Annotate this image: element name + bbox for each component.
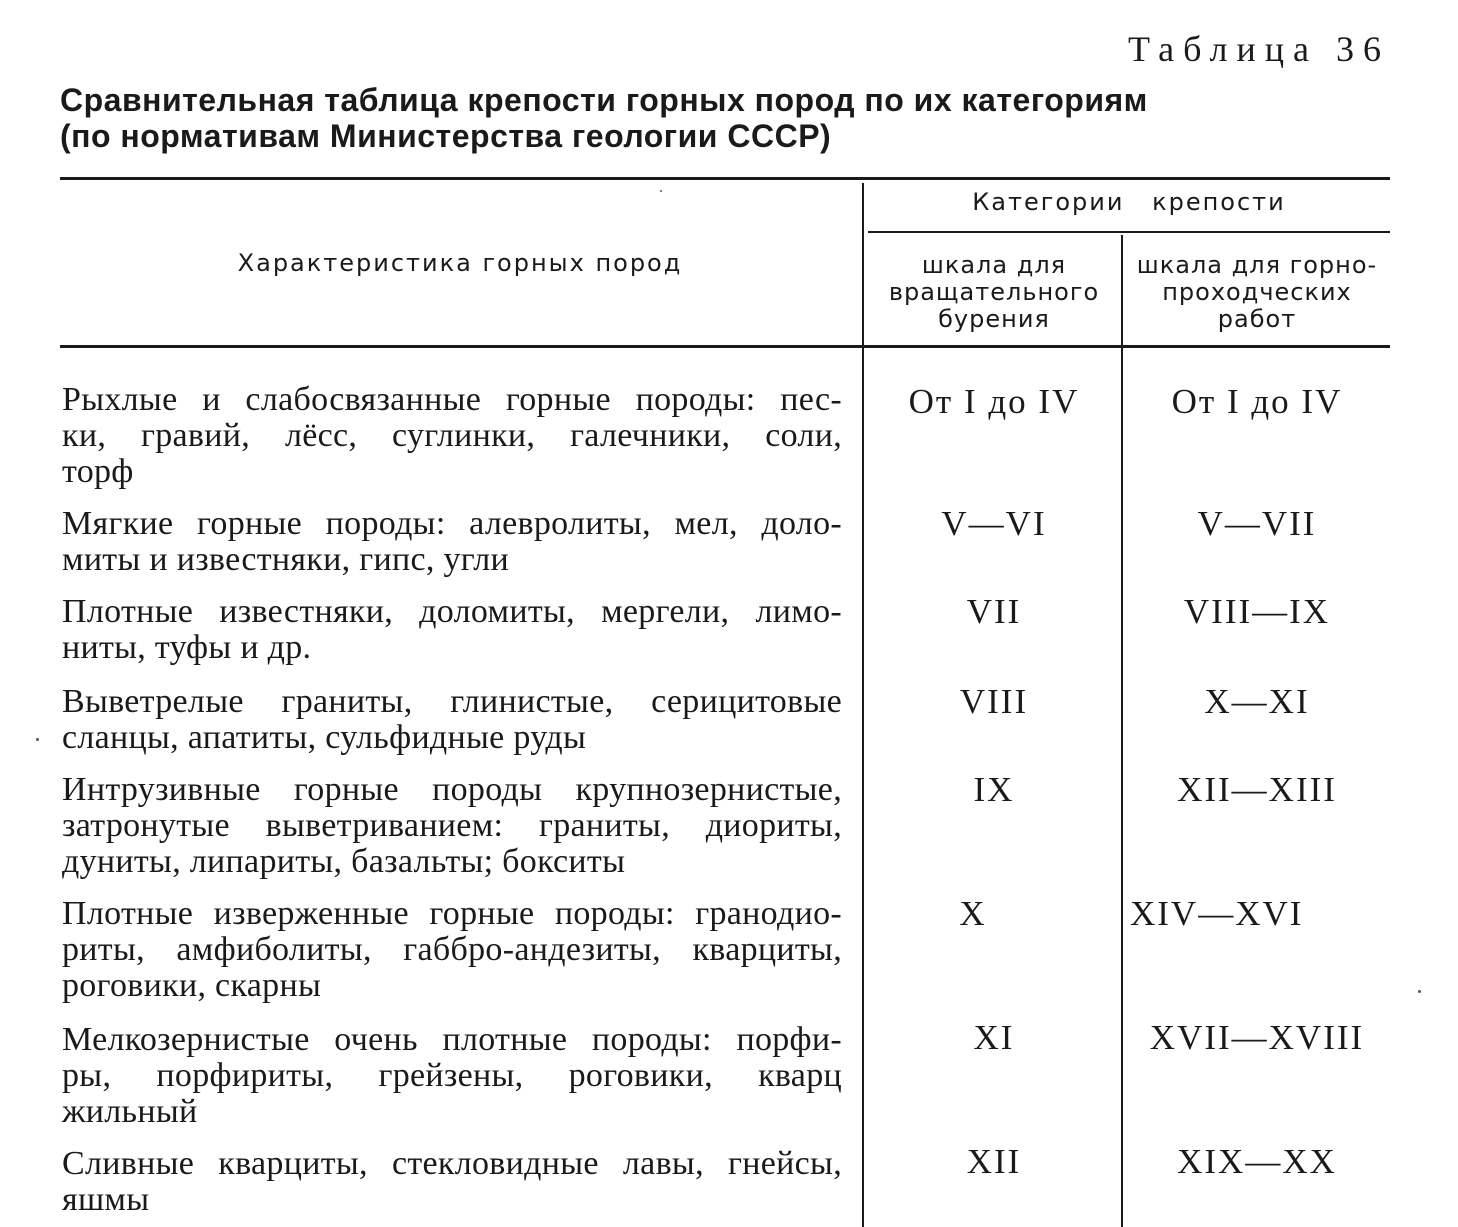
- description-line: Плотные известняки, доломиты, мергели, лимо-: [62, 593, 842, 630]
- table-caption: [60, 82, 1260, 154]
- description-line: ры, порфириты, грейзены, роговики, кварц: [62, 1057, 842, 1094]
- scan-speck: [36, 738, 39, 741]
- rotary-category: XI: [973, 1018, 1015, 1057]
- mining-category: V—VII: [1197, 504, 1317, 543]
- description-line: торф: [62, 453, 134, 490]
- categories-underline: [868, 231, 1390, 233]
- rock-description: [62, 772, 842, 880]
- rock-description: [62, 506, 842, 578]
- rock-description: [62, 896, 842, 1004]
- rock-description: [62, 684, 842, 756]
- mining-category: XVII—XVIII: [1149, 1018, 1365, 1057]
- rotary-category: X: [959, 894, 987, 933]
- mining-category: XII—XIII: [1177, 770, 1337, 809]
- description-line: миты и известняки, гипс, угли: [62, 541, 510, 578]
- mining-category: VIII—IX: [1183, 592, 1331, 631]
- header-line: работ: [1217, 305, 1297, 333]
- column-divider: [862, 183, 864, 1227]
- description-line: роговики, скарны: [62, 967, 322, 1004]
- description-line: Интрузивные горные породы крупнозернистые,: [62, 771, 842, 808]
- description-line: ниты, туфы и др.: [62, 629, 312, 666]
- scan-speck: [1418, 990, 1421, 993]
- description-line: яшмы: [62, 1181, 150, 1218]
- rotary-category: IX: [973, 770, 1015, 809]
- rotary-category: V—VI: [941, 504, 1047, 543]
- rock-description: [62, 594, 842, 666]
- description-line: сланцы, апатиты, сульфидные руды: [62, 719, 587, 756]
- caption-line: (по нормативам Министерства геологии СССР): [60, 118, 832, 154]
- description-line: риты, амфиболиты, габбро-андезиты, кварциты,: [62, 931, 842, 968]
- header-line: шкала для горно-: [1136, 251, 1378, 279]
- caption-line: Сравнительная таблица крепости горных пород по их категориям: [60, 82, 1148, 118]
- mining-category: XIV—XVI: [1130, 894, 1304, 933]
- header-characteristic: Характеристика горных пород: [237, 249, 683, 277]
- description-line: Сливные кварциты, стекловидные лавы, гнейсы,: [62, 1145, 842, 1182]
- rotary-category: VIII: [959, 682, 1029, 721]
- description-line: затронутые выветриванием: граниты, диориты,: [62, 807, 842, 844]
- mining-category: XIX—XX: [1177, 1142, 1337, 1181]
- description-line: Мягкие горные породы: алевролиты, мел, доло-: [62, 505, 842, 542]
- description-line: дуниты, липариты, базальты; бокситы: [62, 843, 626, 880]
- header-line: вращательного: [888, 278, 1100, 306]
- mining-category: X—XI: [1204, 682, 1310, 721]
- rotary-category: VII: [966, 592, 1022, 631]
- mining-category: От I до IV: [1171, 382, 1343, 421]
- table-top-rule: [60, 177, 1390, 180]
- header-line: бурения: [938, 305, 1050, 333]
- table-number: Таблица 36: [1128, 29, 1390, 69]
- description-line: Рыхлые и слабосвязанные горные породы: пес-: [62, 381, 842, 418]
- header-line: проходческих: [1162, 278, 1352, 306]
- rock-description: [62, 1146, 842, 1218]
- rock-description: [62, 382, 842, 490]
- description-line: Выветрелые граниты, глинистые, серицитовые: [62, 683, 842, 720]
- header-rotary-scale: [868, 252, 1120, 333]
- rotary-category: От I до IV: [908, 382, 1080, 421]
- description-line: жильный: [62, 1093, 198, 1130]
- header-categories: Категории крепости: [972, 188, 1286, 216]
- scan-speck: [660, 190, 662, 192]
- header-mining-scale: [1124, 252, 1390, 333]
- column-divider: [1121, 235, 1123, 1227]
- description-line: ки, гравий, лёсс, суглинки, галечники, соли,: [62, 417, 842, 454]
- header-bottom-rule: [60, 345, 1390, 348]
- description-line: Плотные изверженные горные породы: гранодио-: [62, 895, 842, 932]
- rock-description: [62, 1022, 842, 1130]
- description-line: Мелкозернистые очень плотные породы: порфи-: [62, 1021, 842, 1058]
- rotary-category: XII: [966, 1142, 1022, 1181]
- header-line: шкала для: [921, 251, 1067, 279]
